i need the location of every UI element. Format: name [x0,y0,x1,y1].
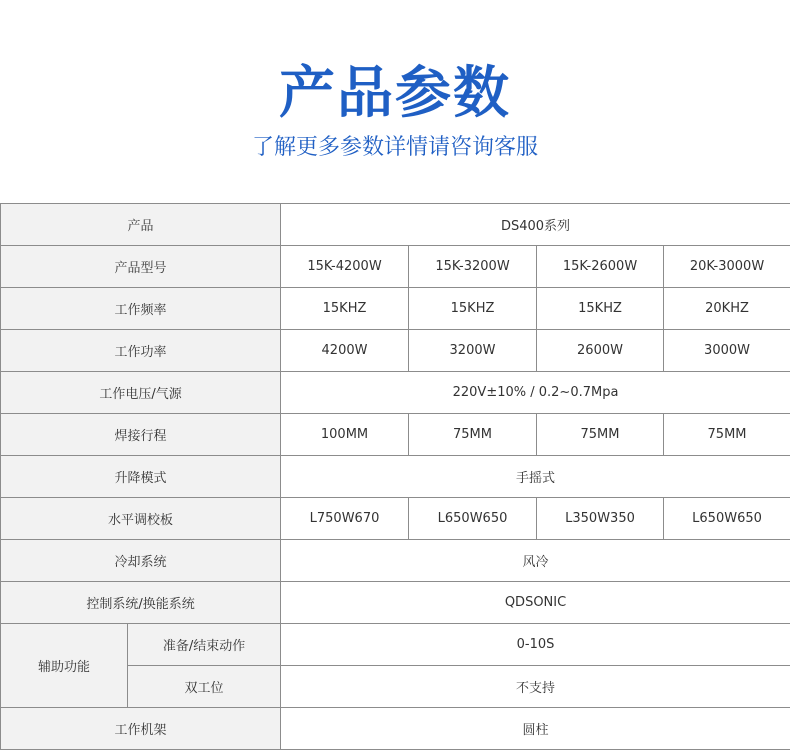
cell-value: 4200W [281,330,409,372]
table-row-model [1,246,790,288]
row-group-label: 辅助功能 [1,624,128,708]
cell-value: 15KHZ [281,288,409,330]
cell-value: 15K-2600W [537,246,664,288]
table-row-cooling [1,540,790,582]
row-label: 工作电压/气源 [1,372,281,414]
row-label: 工作功率 [1,330,281,372]
spec-table [0,203,790,750]
row-label: 工作频率 [1,288,281,330]
row-label: 工作机架 [1,708,281,750]
cell-value: 0-10S [281,624,790,666]
row-label: 控制系统/换能系统 [1,582,281,624]
cell-value: 20KHZ [664,288,790,330]
table-row-lift-mode [1,456,790,498]
cell-value: 3000W [664,330,790,372]
cell-value: 手摇式 [281,456,790,498]
row-label: 产品型号 [1,246,281,288]
table-row-frame [1,708,790,750]
row-label: 升降模式 [1,456,281,498]
row-label: 冷却系统 [1,540,281,582]
row-sublabel: 双工位 [128,666,281,708]
cell-value: 2600W [537,330,664,372]
cell-value: 15KHZ [537,288,664,330]
page-subtitle: 了解更多参数详情请咨询客服 [0,128,790,168]
cell-value: 15K-4200W [281,246,409,288]
cell-value: 15KHZ [409,288,537,330]
cell-value: 75MM [409,414,537,456]
cell-value: 75MM [664,414,790,456]
cell-value: 75MM [537,414,664,456]
cell-value: 3200W [409,330,537,372]
table-row-product [1,204,790,246]
cell-value: 不支持 [281,666,790,708]
row-sublabel: 准备/结束动作 [128,624,281,666]
cell-value: 15K-3200W [409,246,537,288]
row-label: 产品 [1,204,281,246]
table-row-aux-prep [1,624,790,666]
table-row-frequency [1,288,790,330]
cell-value: L350W350 [537,498,664,540]
cell-value: QDSONIC [281,582,790,624]
cell-value: 100MM [281,414,409,456]
cell-value: 220V±10% / 0.2~0.7Mpa [281,372,790,414]
row-label: 焊接行程 [1,414,281,456]
table-row-voltage-air [1,372,790,414]
table-row-power [1,330,790,372]
table-row-weld-stroke [1,414,790,456]
cell-value: DS400系列 [281,204,790,246]
cell-value: 圆柱 [281,708,790,750]
table-row-level-plate [1,498,790,540]
row-label: 水平调校板 [1,498,281,540]
page-title: 产品参数 [0,58,790,130]
cell-value: L750W670 [281,498,409,540]
cell-value: 风冷 [281,540,790,582]
cell-value: 20K-3000W [664,246,790,288]
page-header [0,0,790,200]
table-row-control [1,582,790,624]
cell-value: L650W650 [664,498,790,540]
cell-value: L650W650 [409,498,537,540]
